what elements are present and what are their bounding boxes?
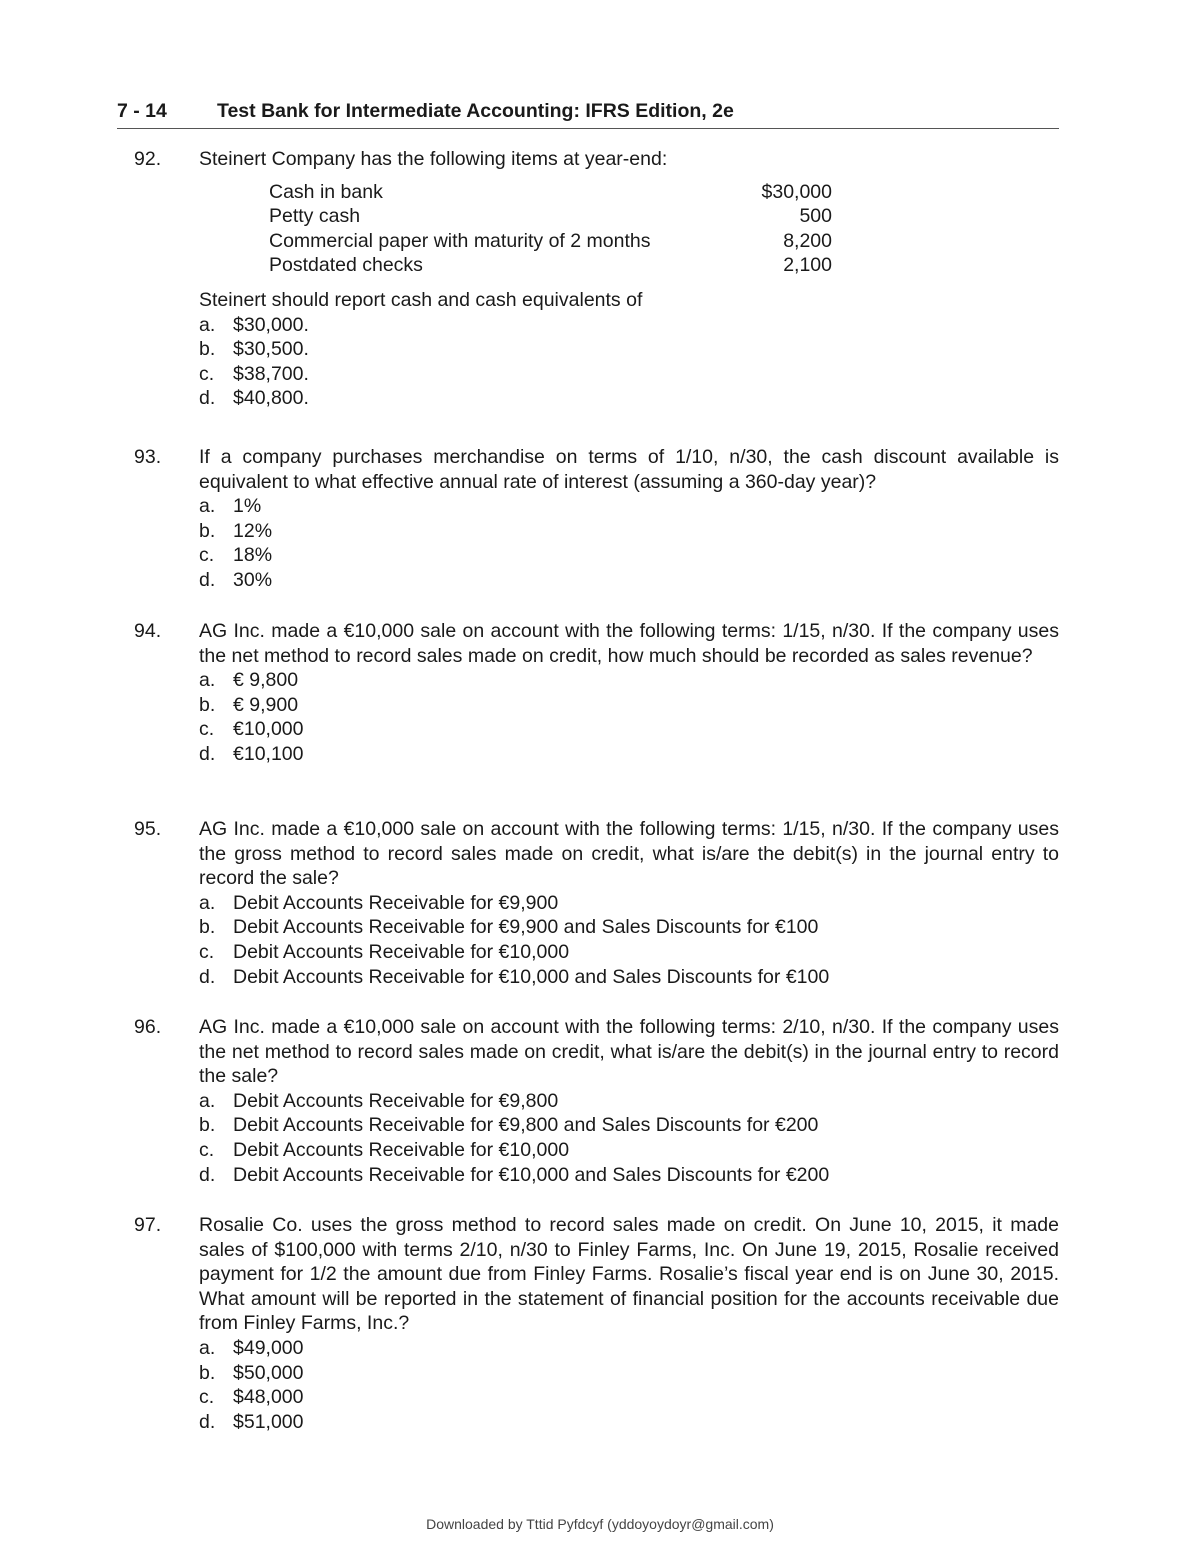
- question-92: [134, 147, 1059, 411]
- download-footer: Downloaded by Tttid Pyfdcyf (yddoyoydoyr@gmail.com): [426, 1516, 774, 1532]
- question-stem: If a company purchases merchandise on terms of 1/10, n/30, the cash discount available is equivalent to what effective annual rate of interest (assuming a 360-day year)?: [199, 446, 1059, 493]
- question-95: [134, 817, 1059, 989]
- answer-option: c. 18%: [199, 544, 273, 567]
- question-stem: Steinert Company has the following items at year-end:: [199, 148, 668, 170]
- question-prompt: Steinert should report cash and cash equivalents of: [199, 288, 643, 311]
- answer-option: b. $50,000: [199, 1361, 304, 1384]
- answer-option: c. Debit Accounts Receivable for €10,000: [199, 940, 570, 963]
- answer-option: a. Debit Accounts Receivable for €9,800: [199, 1089, 559, 1112]
- answer-option: d. €10,100: [199, 742, 304, 765]
- question-number: 97.: [134, 1214, 162, 1236]
- question-number: 94.: [134, 620, 162, 642]
- answer-option: a. € 9,800: [199, 669, 299, 692]
- answer-option: a. Debit Accounts Receivable for €9,900: [199, 891, 559, 914]
- list-item: Commercial paper with maturity of 2 months 8,200: [269, 229, 832, 252]
- question-stem: AG Inc. made a €10,000 sale on account with the following terms: 1/15, n/30. If the company uses the gross method to record sales made on credit, what is/are the debit(s) in the journal entry to record the sale?: [199, 818, 1059, 890]
- answer-option: b. Debit Accounts Receivable for €9,900 and Sales Discounts for €100: [199, 916, 819, 939]
- answer-option: c. $48,000: [199, 1386, 304, 1409]
- page-header: [117, 98, 1059, 129]
- answer-option: c. Debit Accounts Receivable for €10,000: [199, 1138, 570, 1161]
- answer-option: b. € 9,900: [199, 693, 299, 716]
- question-number: 95.: [134, 818, 162, 840]
- answer-option: d. 30%: [199, 568, 273, 591]
- question-96: [134, 1015, 1059, 1187]
- answer-option: d. $51,000: [199, 1410, 304, 1433]
- answer-option: a. $49,000: [199, 1336, 304, 1359]
- question-stem: AG Inc. made a €10,000 sale on account with the following terms: 2/10, n/30. If the company uses the net method to record sales made on credit, what is/are the debit(s) in the journal entry to record the sale?: [199, 1016, 1059, 1088]
- answer-option: a. $30,000.: [199, 313, 309, 336]
- answer-option: d. Debit Accounts Receivable for €10,000 and Sales Discounts for €200: [199, 1163, 830, 1186]
- answer-option: b. 12%: [199, 519, 273, 542]
- list-item: Cash in bank $30,000: [269, 180, 832, 203]
- answer-option: d. $40,800.: [199, 387, 309, 410]
- list-item: Petty cash 500: [269, 205, 832, 228]
- question-number: 92.: [134, 148, 162, 170]
- answer-option: d. Debit Accounts Receivable for €10,000 and Sales Discounts for €100: [199, 965, 830, 988]
- question-number: 93.: [134, 446, 162, 468]
- question-97: [134, 1213, 1059, 1434]
- item-list: [269, 180, 832, 278]
- question-stem: AG Inc. made a €10,000 sale on account with the following terms: 1/15, n/30. If the company uses the net method to record sales made on credit, how much should be recorded as sales revenue?: [199, 620, 1059, 667]
- question-93: [134, 445, 1059, 593]
- book-title: Test Bank for Intermediate Accounting: IFRS Edition, 2e: [217, 100, 734, 122]
- answer-option: c. €10,000: [199, 718, 304, 741]
- list-item: Postdated checks 2,100: [269, 254, 832, 277]
- answer-option: c. $38,700.: [199, 362, 309, 385]
- answer-option: b. Debit Accounts Receivable for €9,800 and Sales Discounts for €200: [199, 1114, 819, 1137]
- question-number: 96.: [134, 1016, 162, 1038]
- answer-option: b. $30,500.: [199, 338, 309, 361]
- answer-option: a. 1%: [199, 495, 262, 518]
- question-94: [134, 619, 1059, 767]
- question-stem: Rosalie Co. uses the gross method to record sales made on credit. On June 10, 2015, it made sales of $100,000 with terms 2/10, n/30 to Finley Farms, Inc. On June 19, 2015, Rosalie received payment for 1/2 the amount due from Finley Farms. Rosalie’s fiscal year end is on June 30, 2015. What amount will be reported in the statement of financial position for the accounts receivable due from Finley Farms, Inc.?: [199, 1214, 1059, 1335]
- page-number: 7 - 14: [117, 100, 167, 122]
